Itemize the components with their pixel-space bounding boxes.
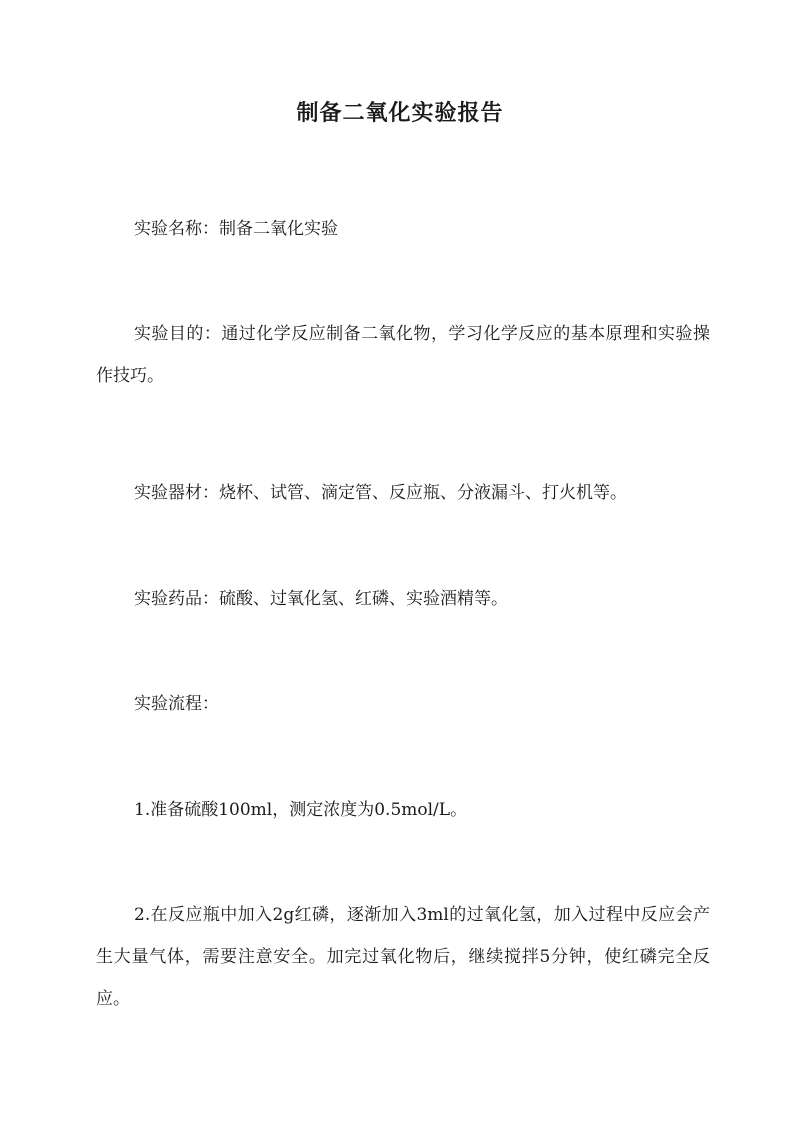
paragraph-step-1: 1.准备硫酸100ml，测定浓度为0.5mol/L。 [134,800,468,820]
paragraph-experiment-equipment: 实验器材：烧杯、试管、滴定管、反应瓶、分液漏斗、打火机等。 [134,483,627,503]
paragraph-experiment-purpose: 实验目的：通过化学反应制备二氧化物，学习化学反应的基本原理和实验操作技巧。 [96,324,710,386]
document-title: 制备二氧化实验报告 [296,100,504,126]
paragraph-step-2: 2.在反应瓶中加入2g红磷，逐渐加入3ml的过氧化氢，加入过程中反应会产生大量气体，需要注意安全。加完过氧化物后，继续搅拌5分钟，使红磷完全反应。 [96,905,710,1009]
paragraph-experiment-name: 实验名称：制备二氧化实验 [134,219,338,239]
paragraph-experiment-process: 实验流程： [134,694,219,714]
paragraph-experiment-reagents: 实验药品：硫酸、过氧化氢、红磷、实验酒精等。 [134,589,508,609]
